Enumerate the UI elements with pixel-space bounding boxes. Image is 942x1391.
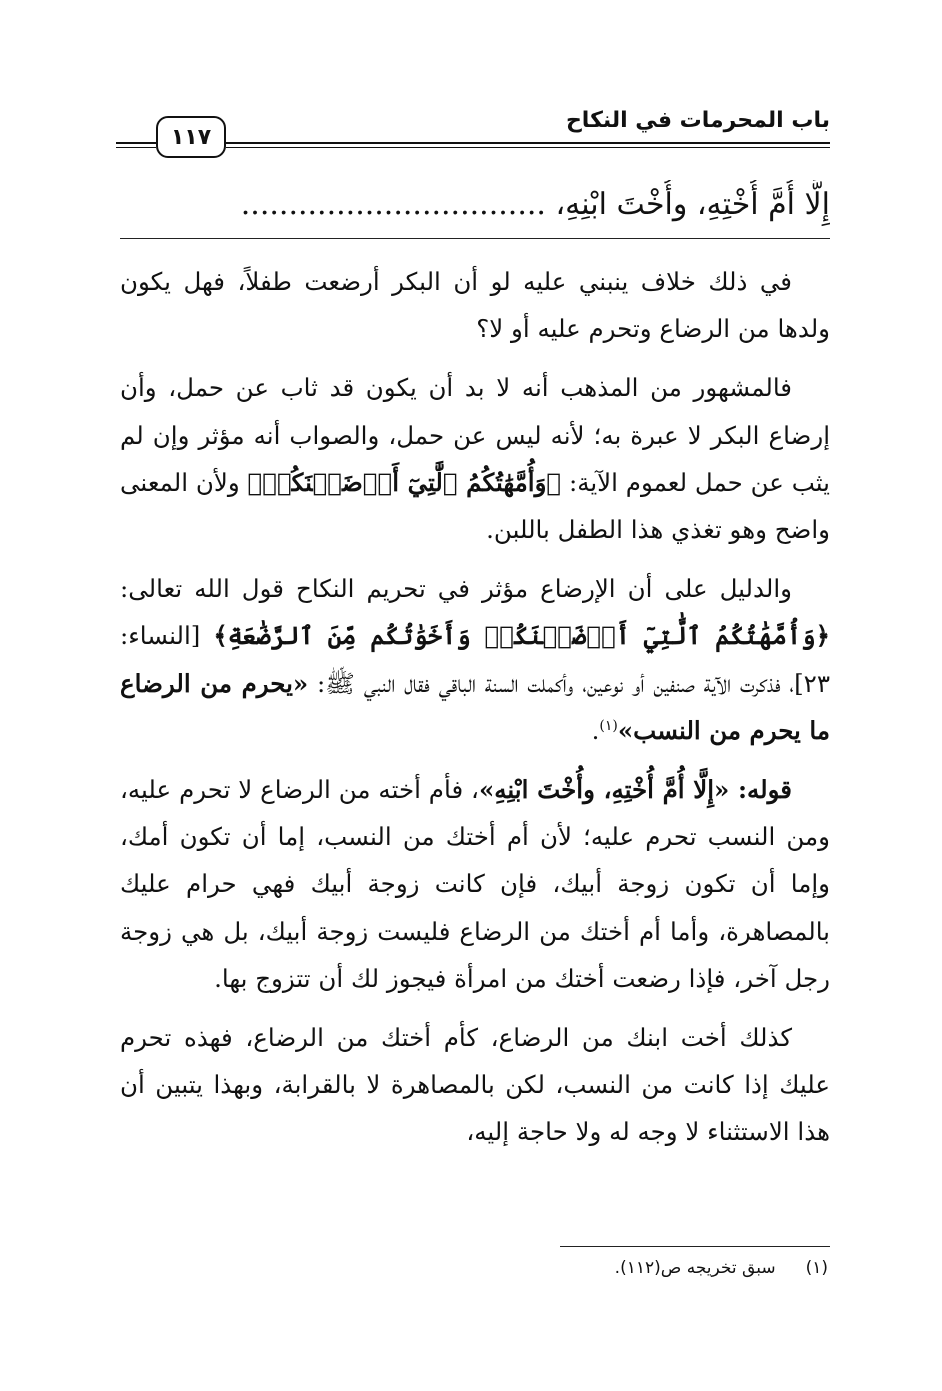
quran-verse-1: ﴿وَأُمَّهَٰتُكُمُ ٱلَّٰتِيٓ أَرۡضَعۡنَكُمۡ﴾	[247, 467, 562, 497]
paragraph-3	[120, 565, 830, 754]
paragraph-5	[120, 1014, 830, 1156]
paragraph-2-text-a: فالمشهور من المذهب أنه لا بد أن يكون قد ثاب عن حمل، وأن إرضاع البكر لا عبرة به؛ لأنه ليس عن حمل، والصواب أنه مؤثر وإن لم يثب عن حمل لعموم الآية:	[120, 373, 830, 497]
paragraph-1-text: في ذلك خلاف ينبني عليه لو أن البكر أرضعت طفلاً، فهل يكون ولدها من الرضاع وتحرم عليه أو لا؟	[120, 267, 830, 344]
matn-line	[120, 180, 830, 230]
header-rule	[226, 142, 830, 148]
paragraph-2	[120, 364, 830, 553]
footnote-divider	[560, 1246, 830, 1247]
paragraph-1	[120, 258, 830, 352]
paragraph-4	[120, 766, 830, 1002]
footnote	[615, 1258, 828, 1278]
qawluhu-label: قوله:	[729, 775, 792, 805]
paragraph-5-text: كذلك أخت ابنك من الرضاع، كأم أختك من الرضاع، فهذه تحرم عليك إذا كانت من النسب، لكن بالمصاهرة لا بالقرابة، وبهذا يتبين أن هذا الاستثناء لا وجه له ولا حاجة إليه،	[120, 1023, 830, 1147]
matn-divider	[120, 238, 830, 239]
paragraph-3-text-a: والدليل على أن الإرضاع مؤثر في تحريم النكاح قول الله تعالى:	[120, 574, 792, 604]
footnote-reference: (١)	[599, 717, 618, 734]
page-number: ١١٧	[156, 116, 226, 158]
chapter-title: باب المحرمات في النكاح	[565, 108, 830, 133]
header-rule-left	[116, 142, 156, 148]
paragraph-4-text: ، فأم أخته من الرضاع لا تحرم عليه، ومن النسب تحرم عليه؛ لأن أم أختك من النسب، إما أن تكون أمك، وإما أن تكون زوجة أبيك، فإن كانت زوجة أبيك فهي حرام عليك بالمصاهرة، وأما أم أختك من الرضاع فليست زوجة أبيك، بل هي زوجة رجل آخر، فإذا رضعت أختك من امرأة فيجوز لك أن تتزوج بها.	[120, 775, 830, 993]
matn-dots: ................................	[240, 187, 546, 222]
page-header	[116, 104, 830, 154]
hadith-quote: «يحرم من الرضاع ما يحرم من النسب»	[120, 668, 830, 745]
paragraph-3-text-b: [النساء: ٢٣]، فذكرت الآية صنفين أو نوعين، وأكملت السنة الباقي فقال النبي ﷺ:	[120, 621, 830, 698]
paragraph-3-end: .	[591, 715, 600, 745]
paragraph-2-text-b: ولأن المعنى واضح وهو تغذي هذا الطفل باللبن.	[120, 467, 830, 545]
footnote-number: (١)	[805, 1258, 828, 1278]
footnote-text: سبق تخريجه ص(١١٢).	[614, 1258, 776, 1278]
quran-verse-2: ﴿وَأُمَّهَٰتُكُمُ ٱلَّٰتِيٓ أَرۡضَعۡنَكُمۡ وَأَخَوَٰتُكُم مِّنَ ٱلرَّضَٰعَةِ﴾	[213, 621, 830, 651]
matn-text: إِلَّا أُمَّ أُخْتِهِ، وأُخْتَ ابْنِهِ،	[555, 187, 830, 222]
commentary-body	[120, 258, 830, 1168]
matn-quote: «إِلَّا أُمَّ أُخْتِهِ، وأُخْتَ ابْنِهِ»	[478, 775, 730, 805]
